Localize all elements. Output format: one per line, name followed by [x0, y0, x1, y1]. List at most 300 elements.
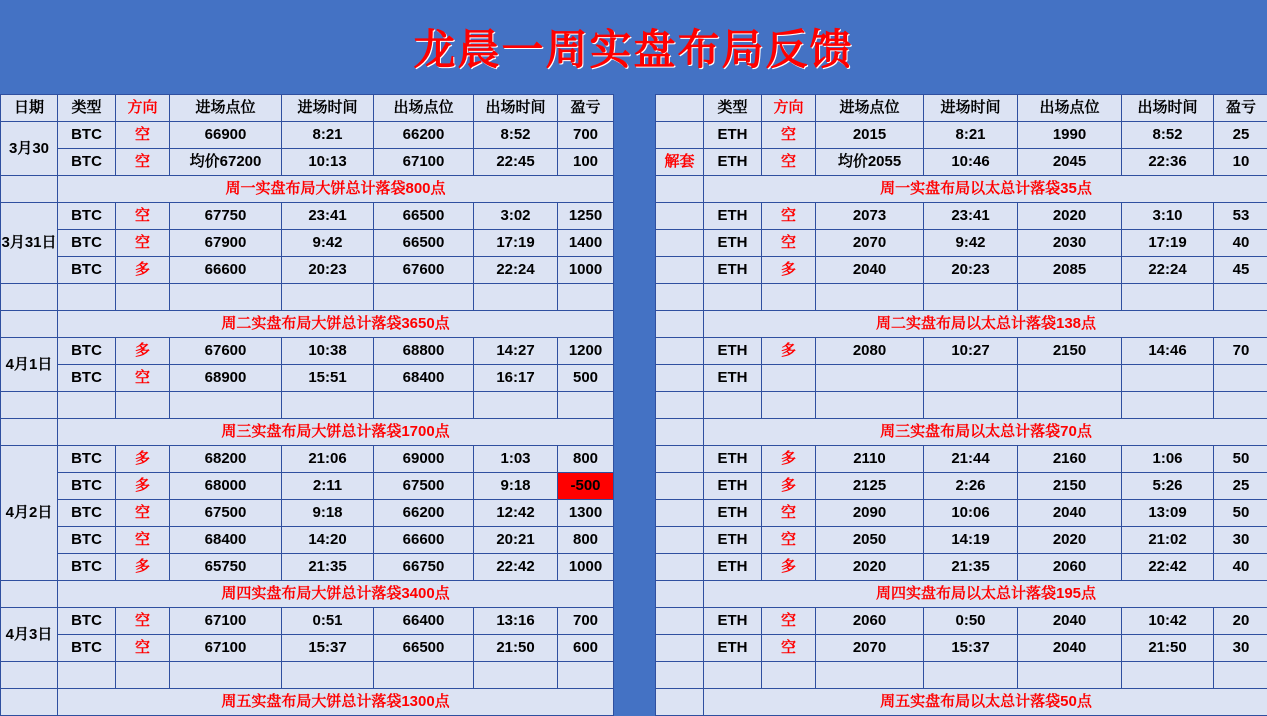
pnl-cell: 800 — [558, 527, 614, 554]
table-header-row — [1, 95, 614, 122]
empty-cell — [762, 662, 816, 689]
empty-cell — [924, 392, 1018, 419]
table-row — [656, 338, 1267, 365]
direction-cell: 多 — [762, 473, 816, 500]
exit-price-cell: 2150 — [1018, 338, 1122, 365]
summary-text: 周三实盘布局大饼总计落袋1700点 — [58, 419, 614, 446]
exit-time-cell: 12:42 — [474, 500, 558, 527]
exit-time-cell: 21:02 — [1122, 527, 1214, 554]
exit-price-cell: 66500 — [374, 635, 474, 662]
type-cell: BTC — [58, 149, 116, 176]
entry-price-cell: 均价67200 — [170, 149, 282, 176]
empty-cell — [656, 635, 704, 662]
empty-cell — [656, 284, 704, 311]
pnl-cell: 1000 — [558, 554, 614, 581]
pnl-cell: 10 — [1214, 149, 1267, 176]
empty-cell — [474, 662, 558, 689]
exit-price-cell: 67500 — [374, 473, 474, 500]
entry-time-cell: 9:42 — [924, 230, 1018, 257]
entry-time-cell: 21:44 — [924, 446, 1018, 473]
empty-cell — [656, 527, 704, 554]
type-cell: BTC — [58, 554, 116, 581]
direction-cell: 多 — [116, 554, 170, 581]
entry-price-cell: 2110 — [816, 446, 924, 473]
table-row — [656, 473, 1267, 500]
empty-cell — [1, 311, 58, 338]
entry-time-cell: 0:51 — [282, 608, 374, 635]
exit-time-cell: 22:24 — [1122, 257, 1214, 284]
entry-time-cell: 21:35 — [924, 554, 1018, 581]
note-cell: 解套 — [656, 149, 704, 176]
direction-cell — [762, 365, 816, 392]
table-row — [1, 473, 614, 500]
table-row — [1, 365, 614, 392]
type-cell: ETH — [704, 527, 762, 554]
exit-price-cell: 69000 — [374, 446, 474, 473]
table-header-row — [656, 95, 1267, 122]
empty-cell — [1122, 662, 1214, 689]
empty-cell — [1122, 392, 1214, 419]
column-header: 进场时间 — [282, 95, 374, 122]
empty-cell — [1122, 284, 1214, 311]
exit-price-cell: 2020 — [1018, 527, 1122, 554]
empty-cell — [282, 662, 374, 689]
empty-cell — [656, 446, 704, 473]
empty-cell — [1018, 392, 1122, 419]
direction-cell: 空 — [762, 500, 816, 527]
pnl-cell: 30 — [1214, 527, 1267, 554]
spacer-row — [656, 392, 1267, 419]
table-row — [656, 257, 1267, 284]
pnl-cell: 1200 — [558, 338, 614, 365]
exit-price-cell — [1018, 365, 1122, 392]
empty-cell — [558, 662, 614, 689]
empty-cell — [1214, 284, 1267, 311]
type-cell: BTC — [58, 203, 116, 230]
summary-text: 周二实盘布局以太总计落袋138点 — [704, 311, 1267, 338]
summary-row — [1, 581, 614, 608]
pnl-cell: 700 — [558, 608, 614, 635]
empty-cell — [762, 392, 816, 419]
entry-time-cell: 20:23 — [924, 257, 1018, 284]
summary-row — [656, 176, 1267, 203]
table-row — [656, 203, 1267, 230]
column-header: 进场点位 — [816, 95, 924, 122]
entry-price-cell: 2090 — [816, 500, 924, 527]
exit-time-cell: 22:24 — [474, 257, 558, 284]
direction-cell: 空 — [116, 149, 170, 176]
empty-cell — [116, 284, 170, 311]
spacer-row — [1, 392, 614, 419]
direction-cell: 空 — [116, 527, 170, 554]
column-header: 盈亏 — [1214, 95, 1267, 122]
entry-price-cell: 2073 — [816, 203, 924, 230]
column-header: 出场时间 — [474, 95, 558, 122]
title-bar — [0, 0, 1267, 94]
exit-time-cell: 14:46 — [1122, 338, 1214, 365]
empty-cell — [1, 689, 58, 716]
entry-time-cell: 23:41 — [282, 203, 374, 230]
direction-cell: 空 — [116, 365, 170, 392]
exit-time-cell: 5:26 — [1122, 473, 1214, 500]
entry-price-cell: 2020 — [816, 554, 924, 581]
column-gap — [614, 94, 655, 620]
date-cell: 4月1日 — [1, 338, 58, 392]
empty-cell — [58, 284, 116, 311]
empty-cell — [1, 581, 58, 608]
empty-cell — [762, 284, 816, 311]
exit-price-cell: 2150 — [1018, 473, 1122, 500]
exit-time-cell: 13:16 — [474, 608, 558, 635]
empty-cell — [656, 203, 704, 230]
table-row — [1, 122, 614, 149]
type-cell: BTC — [58, 473, 116, 500]
empty-cell — [816, 392, 924, 419]
empty-cell — [656, 554, 704, 581]
empty-cell — [656, 662, 704, 689]
exit-price-cell: 1990 — [1018, 122, 1122, 149]
entry-time-cell: 9:18 — [282, 500, 374, 527]
pnl-cell: 20 — [1214, 608, 1267, 635]
type-cell: BTC — [58, 446, 116, 473]
type-cell: ETH — [704, 338, 762, 365]
pnl-cell: 700 — [558, 122, 614, 149]
date-cell: 4月2日 — [1, 446, 58, 581]
table-row — [1, 257, 614, 284]
empty-cell — [1, 284, 58, 311]
exit-price-cell: 66400 — [374, 608, 474, 635]
summary-row — [656, 419, 1267, 446]
type-cell: BTC — [58, 527, 116, 554]
exit-time-cell: 10:42 — [1122, 608, 1214, 635]
empty-cell — [656, 500, 704, 527]
pnl-cell: 45 — [1214, 257, 1267, 284]
type-cell: ETH — [704, 203, 762, 230]
table-row — [1, 527, 614, 554]
type-cell: ETH — [704, 500, 762, 527]
empty-cell — [170, 662, 282, 689]
table-row — [656, 365, 1267, 392]
direction-cell: 多 — [762, 257, 816, 284]
entry-time-cell: 9:42 — [282, 230, 374, 257]
direction-cell: 空 — [762, 230, 816, 257]
entry-time-cell: 10:13 — [282, 149, 374, 176]
pnl-cell: 40 — [1214, 230, 1267, 257]
pnl-cell: 30 — [1214, 635, 1267, 662]
direction-cell: 多 — [762, 338, 816, 365]
entry-time-cell: 0:50 — [924, 608, 1018, 635]
entry-price-cell: 2070 — [816, 230, 924, 257]
column-header: 类型 — [704, 95, 762, 122]
empty-cell — [1, 392, 58, 419]
empty-cell — [170, 284, 282, 311]
column-header: 出场点位 — [1018, 95, 1122, 122]
date-cell: 3月30 — [1, 122, 58, 176]
empty-cell — [656, 122, 704, 149]
entry-price-cell: 2015 — [816, 122, 924, 149]
entry-price-cell: 65750 — [170, 554, 282, 581]
type-cell: ETH — [704, 365, 762, 392]
exit-time-cell: 3:02 — [474, 203, 558, 230]
table-row — [656, 149, 1267, 176]
entry-price-cell: 68900 — [170, 365, 282, 392]
pnl-cell: 50 — [1214, 500, 1267, 527]
type-cell: ETH — [704, 608, 762, 635]
summary-text: 周一实盘布局大饼总计落袋800点 — [58, 176, 614, 203]
direction-cell: 多 — [762, 554, 816, 581]
type-cell: ETH — [704, 122, 762, 149]
exit-price-cell: 2040 — [1018, 635, 1122, 662]
entry-time-cell: 21:06 — [282, 446, 374, 473]
direction-cell: 空 — [116, 203, 170, 230]
exit-time-cell: 21:50 — [1122, 635, 1214, 662]
direction-cell: 空 — [116, 230, 170, 257]
column-header: 盈亏 — [558, 95, 614, 122]
type-cell: ETH — [704, 230, 762, 257]
entry-price-cell: 2080 — [816, 338, 924, 365]
exit-price-cell: 68800 — [374, 338, 474, 365]
empty-cell — [374, 662, 474, 689]
summary-row — [656, 581, 1267, 608]
direction-cell: 多 — [762, 446, 816, 473]
direction-cell: 多 — [116, 257, 170, 284]
empty-cell — [816, 284, 924, 311]
entry-price-cell: 67900 — [170, 230, 282, 257]
empty-cell — [374, 284, 474, 311]
table-row — [656, 122, 1267, 149]
column-header: 日期 — [1, 95, 58, 122]
empty-cell — [656, 392, 704, 419]
pnl-cell: 500 — [558, 365, 614, 392]
summary-row — [1, 689, 614, 716]
table-row — [1, 149, 614, 176]
direction-cell: 空 — [116, 608, 170, 635]
empty-cell — [656, 338, 704, 365]
spacer-row — [1, 284, 614, 311]
type-cell: ETH — [704, 473, 762, 500]
table-row — [656, 635, 1267, 662]
entry-price-cell: 66900 — [170, 122, 282, 149]
empty-cell — [282, 284, 374, 311]
empty-cell — [1, 419, 58, 446]
empty-cell — [58, 662, 116, 689]
empty-cell — [558, 284, 614, 311]
exit-time-cell: 17:19 — [474, 230, 558, 257]
empty-cell — [656, 311, 704, 338]
empty-cell — [656, 419, 704, 446]
entry-price-cell: 2050 — [816, 527, 924, 554]
type-cell: BTC — [58, 122, 116, 149]
exit-price-cell: 2040 — [1018, 500, 1122, 527]
direction-cell: 多 — [116, 446, 170, 473]
empty-cell — [1214, 392, 1267, 419]
entry-price-cell: 68000 — [170, 473, 282, 500]
direction-cell: 空 — [762, 608, 816, 635]
entry-time-cell: 15:37 — [282, 635, 374, 662]
summary-row — [656, 311, 1267, 338]
empty-cell — [374, 392, 474, 419]
summary-text: 周三实盘布局以太总计落袋70点 — [704, 419, 1267, 446]
tables-container — [0, 94, 1267, 620]
type-cell: BTC — [58, 608, 116, 635]
exit-price-cell: 2040 — [1018, 608, 1122, 635]
empty-cell — [924, 284, 1018, 311]
empty-cell — [1, 176, 58, 203]
empty-cell — [656, 365, 704, 392]
type-cell: ETH — [704, 257, 762, 284]
empty-cell — [656, 176, 704, 203]
empty-cell — [474, 284, 558, 311]
exit-price-cell: 68400 — [374, 365, 474, 392]
exit-time-cell: 20:21 — [474, 527, 558, 554]
exit-price-cell: 66500 — [374, 203, 474, 230]
exit-time-cell: 9:18 — [474, 473, 558, 500]
entry-price-cell: 68200 — [170, 446, 282, 473]
direction-cell: 多 — [116, 338, 170, 365]
exit-time-cell: 14:27 — [474, 338, 558, 365]
table-row — [656, 446, 1267, 473]
type-cell: BTC — [58, 635, 116, 662]
table-row — [1, 608, 614, 635]
empty-cell — [170, 392, 282, 419]
type-cell: BTC — [58, 257, 116, 284]
direction-cell: 空 — [762, 635, 816, 662]
type-cell: ETH — [704, 635, 762, 662]
entry-time-cell: 10:27 — [924, 338, 1018, 365]
exit-time-cell: 16:17 — [474, 365, 558, 392]
table-row — [656, 230, 1267, 257]
entry-price-cell: 68400 — [170, 527, 282, 554]
pnl-cell: 50 — [1214, 446, 1267, 473]
exit-time-cell: 21:50 — [474, 635, 558, 662]
table-row — [1, 230, 614, 257]
entry-time-cell: 20:23 — [282, 257, 374, 284]
entry-price-cell: 67100 — [170, 635, 282, 662]
summary-text: 周二实盘布局大饼总计落袋3650点 — [58, 311, 614, 338]
type-cell: ETH — [704, 554, 762, 581]
pnl-cell: 53 — [1214, 203, 1267, 230]
exit-price-cell: 2060 — [1018, 554, 1122, 581]
entry-price-cell: 67500 — [170, 500, 282, 527]
empty-cell — [656, 473, 704, 500]
entry-time-cell: 15:51 — [282, 365, 374, 392]
entry-price-cell: 2070 — [816, 635, 924, 662]
entry-time-cell: 10:46 — [924, 149, 1018, 176]
entry-time-cell: 15:37 — [924, 635, 1018, 662]
table-row — [1, 338, 614, 365]
entry-time-cell: 8:21 — [924, 122, 1018, 149]
type-cell: BTC — [58, 500, 116, 527]
column-header: 出场点位 — [374, 95, 474, 122]
summary-row — [1, 176, 614, 203]
exit-time-cell: 3:10 — [1122, 203, 1214, 230]
entry-time-cell: 14:19 — [924, 527, 1018, 554]
empty-cell — [1, 662, 58, 689]
direction-cell: 空 — [762, 149, 816, 176]
empty-cell — [924, 662, 1018, 689]
pnl-cell: 25 — [1214, 122, 1267, 149]
entry-price-cell: 67750 — [170, 203, 282, 230]
empty-cell — [116, 392, 170, 419]
direction-cell: 空 — [762, 527, 816, 554]
type-cell: BTC — [58, 230, 116, 257]
empty-cell — [116, 662, 170, 689]
empty-cell — [282, 392, 374, 419]
entry-price-cell: 2040 — [816, 257, 924, 284]
column-header: 方向 — [116, 95, 170, 122]
empty-cell — [1214, 662, 1267, 689]
pnl-cell: 25 — [1214, 473, 1267, 500]
entry-price-cell: 67600 — [170, 338, 282, 365]
entry-time-cell: 10:38 — [282, 338, 374, 365]
pnl-cell — [1214, 365, 1267, 392]
type-cell: BTC — [58, 365, 116, 392]
column-header: 进场点位 — [170, 95, 282, 122]
pnl-cell: -500 — [558, 473, 614, 500]
entry-time-cell: 10:06 — [924, 500, 1018, 527]
type-cell: ETH — [704, 446, 762, 473]
exit-time-cell: 22:42 — [474, 554, 558, 581]
exit-price-cell: 2020 — [1018, 203, 1122, 230]
column-header: 方向 — [762, 95, 816, 122]
entry-time-cell: 2:11 — [282, 473, 374, 500]
corner-cell — [656, 95, 704, 122]
exit-price-cell: 66500 — [374, 230, 474, 257]
pnl-cell: 1000 — [558, 257, 614, 284]
summary-row — [1, 311, 614, 338]
pnl-cell: 70 — [1214, 338, 1267, 365]
direction-cell: 多 — [116, 473, 170, 500]
entry-price-cell: 2060 — [816, 608, 924, 635]
table-row — [1, 500, 614, 527]
exit-price-cell: 67100 — [374, 149, 474, 176]
exit-price-cell: 66600 — [374, 527, 474, 554]
btc-table — [0, 94, 614, 716]
empty-cell — [1018, 662, 1122, 689]
empty-cell — [704, 662, 762, 689]
entry-time-cell: 8:21 — [282, 122, 374, 149]
summary-row — [1, 419, 614, 446]
pnl-cell: 600 — [558, 635, 614, 662]
column-header: 进场时间 — [924, 95, 1018, 122]
exit-time-cell: 8:52 — [1122, 122, 1214, 149]
table-row — [1, 635, 614, 662]
direction-cell: 空 — [762, 122, 816, 149]
empty-cell — [704, 392, 762, 419]
table-row — [1, 446, 614, 473]
empty-cell — [558, 392, 614, 419]
exit-price-cell: 2045 — [1018, 149, 1122, 176]
exit-time-cell — [1122, 365, 1214, 392]
summary-text: 周四实盘布局以太总计落袋195点 — [704, 581, 1267, 608]
summary-text: 周一实盘布局以太总计落袋35点 — [704, 176, 1267, 203]
summary-text: 周五实盘布局大饼总计落袋1300点 — [58, 689, 614, 716]
type-cell: BTC — [58, 338, 116, 365]
table-row — [1, 203, 614, 230]
empty-cell — [656, 689, 704, 716]
direction-cell: 空 — [116, 500, 170, 527]
entry-time-cell: 21:35 — [282, 554, 374, 581]
empty-cell — [474, 392, 558, 419]
summary-text: 周四实盘布局大饼总计落袋3400点 — [58, 581, 614, 608]
pnl-cell: 1300 — [558, 500, 614, 527]
exit-time-cell: 8:52 — [474, 122, 558, 149]
type-cell: ETH — [704, 149, 762, 176]
pnl-cell: 1250 — [558, 203, 614, 230]
exit-time-cell: 22:42 — [1122, 554, 1214, 581]
entry-price-cell: 均价2055 — [816, 149, 924, 176]
exit-time-cell: 13:09 — [1122, 500, 1214, 527]
